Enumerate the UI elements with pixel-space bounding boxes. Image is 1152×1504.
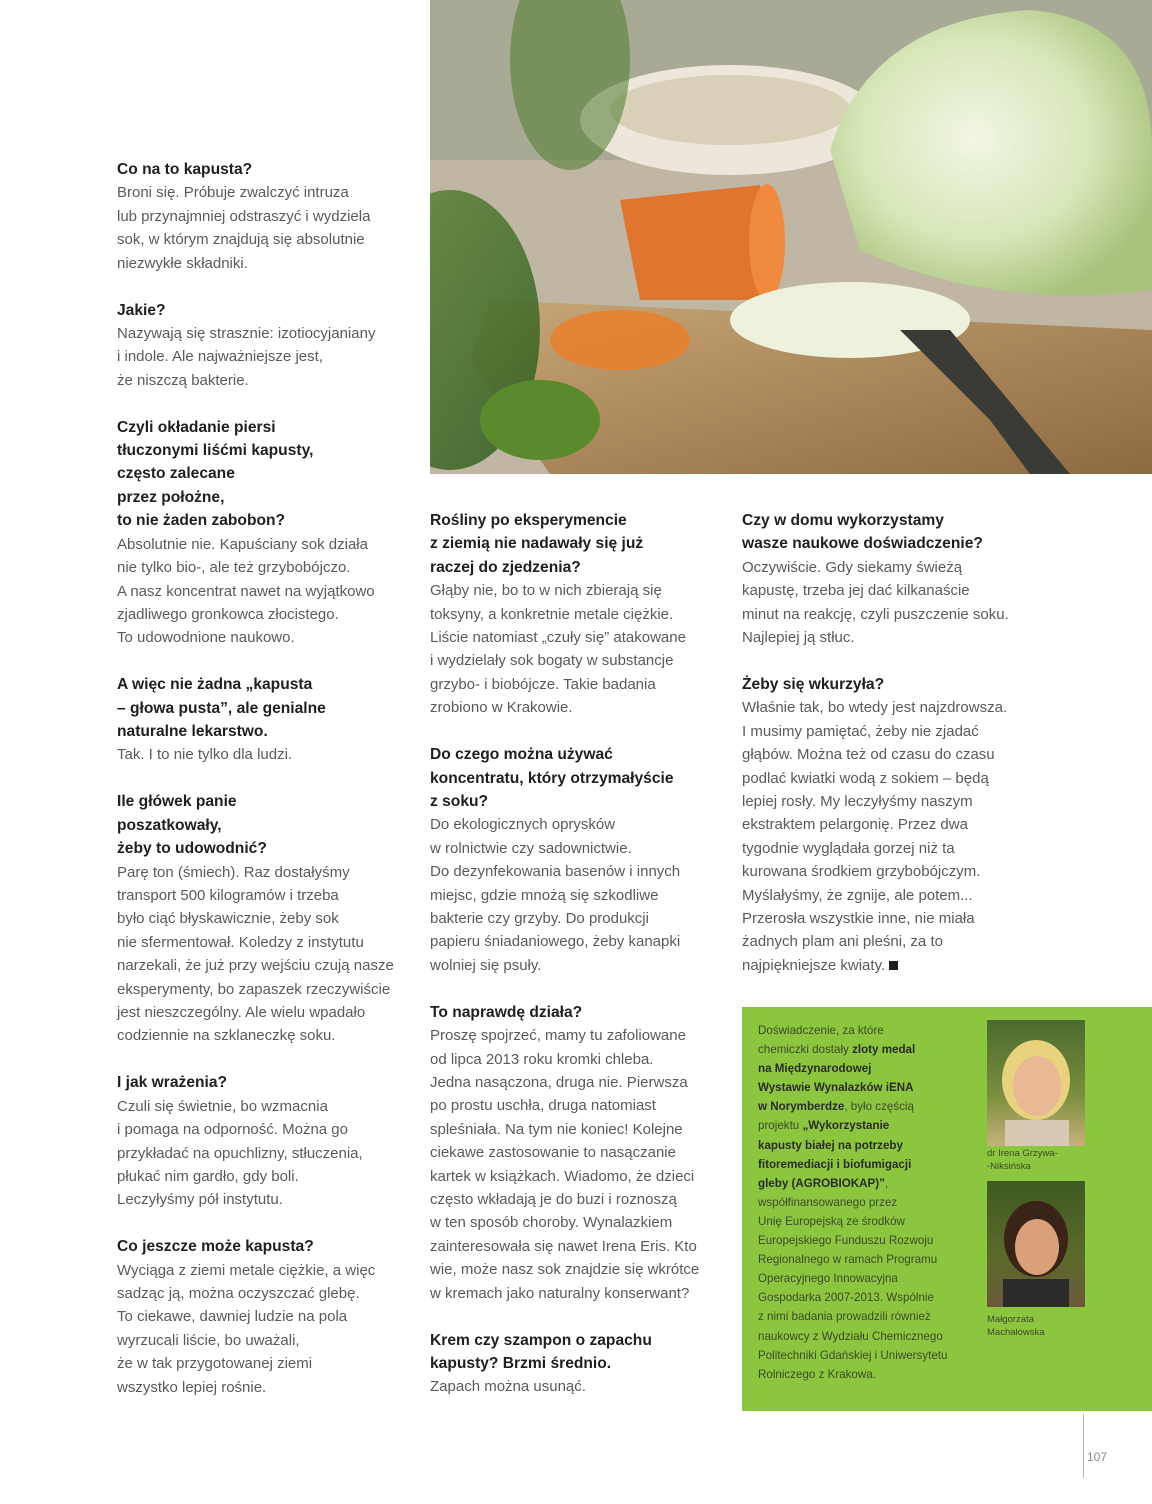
- portrait-caption-1: [987, 1147, 1097, 1173]
- info-box-line: Regionalnego w ramach Programu: [758, 1253, 938, 1267]
- info-box-line: projektu „Wykorzystanie: [758, 1119, 890, 1133]
- answer: [430, 813, 720, 977]
- answer-line: Właśnie tak, bo wtedy jest najzdrowsza.: [742, 699, 1008, 717]
- answer-line: wolniej się psuły.: [430, 956, 542, 974]
- question-line: poszatkowały,: [117, 816, 222, 834]
- answer-line: codziennie na szklaneczkę soku.: [117, 1027, 336, 1045]
- qa-block: [430, 1001, 720, 1305]
- answer-line: zjadliwego gronkowca złocistego.: [117, 605, 339, 623]
- question: [117, 158, 407, 181]
- question-line: Ile główek panie: [117, 793, 237, 811]
- portrait-photo-2: [987, 1181, 1085, 1307]
- answer-line: że w tak przygotowanej ziemi: [117, 1355, 313, 1373]
- answer-line: wszystko lepiej rośnie.: [117, 1378, 267, 1396]
- answer-line: nie sfermentował. Koledzy z instytutu: [117, 933, 364, 951]
- answer-line: Nazywają się strasznie: izotiocyjaniany: [117, 324, 376, 342]
- qa-block: [430, 743, 720, 977]
- question: [117, 790, 407, 860]
- info-box-line: Operacyjnego Innowacyjna: [758, 1272, 898, 1286]
- answer-line: Tak. I to nie tylko dla ludzi.: [117, 746, 293, 764]
- page-number: 107: [1087, 1450, 1108, 1464]
- question: [117, 299, 407, 322]
- answer-line: narzekali, że już przy wejściu czują nasze: [117, 957, 394, 975]
- answer-line: Do dezynfekowania basenów i innych: [430, 863, 681, 881]
- answer: [117, 861, 407, 1048]
- cabbage-photo: [430, 0, 1152, 474]
- qa-block: [742, 673, 1032, 977]
- answer-line: głąbów. Można też od czasu do czasu: [742, 746, 995, 764]
- question-line: kapusty? Brzmi średnio.: [430, 1354, 612, 1372]
- answer-line: było ciąć błyskawicznie, żeby sok: [117, 910, 339, 928]
- qa-block: [430, 509, 720, 720]
- answer-line: Głąby nie, bo to w nich zbierają się: [430, 582, 662, 600]
- qa-block: [117, 299, 407, 393]
- answer-line: To ciekawe, dawniej ludzie na pola: [117, 1308, 348, 1326]
- answer-line: Czuli się świetnie, bo wzmacnia: [117, 1097, 328, 1115]
- answer: [117, 181, 407, 275]
- answer-line: i pomaga na odporność. Można go: [117, 1121, 348, 1139]
- answer-line: transport 500 kilogramów i trzeba: [117, 886, 339, 904]
- question-line: przez położne,: [117, 488, 225, 506]
- qa-block: [117, 158, 407, 275]
- answer-line: Leczyłyśmy pół instytutu.: [117, 1191, 283, 1209]
- info-box-line: Politechniki Gdańskiej i Uniwersytetu: [758, 1348, 948, 1362]
- question-line: to nie żaden zabobon?: [117, 512, 286, 530]
- question-line: Jakie?: [117, 301, 166, 319]
- answer-line: sok, w którym znajdują się absolutnie: [117, 231, 365, 249]
- question: [430, 1001, 720, 1024]
- answer-line: Myślałyśmy, że zgnije, ale potem...: [742, 886, 973, 904]
- question-line: Do czego można używać: [430, 746, 613, 764]
- answer-line: w rolnictwie czy sadownictwie.: [430, 839, 632, 857]
- column-3: [742, 509, 1032, 1001]
- info-box-line: gleby (AGROBIOKAP)”,: [758, 1176, 889, 1190]
- info-box-line: Unię Europejską ze środków: [758, 1214, 905, 1228]
- qa-block: [117, 790, 407, 1047]
- answer-line: płukać nim gardło, gdy boli.: [117, 1167, 299, 1185]
- question-line: naturalne lekarstwo.: [117, 723, 268, 741]
- question-line: tłuczonymi liśćmi kapusty,: [117, 442, 314, 460]
- answer: [430, 1375, 720, 1398]
- question-line: często zalecane: [117, 465, 235, 483]
- info-box-line: Europejskiego Funduszu Rozwoju: [758, 1234, 934, 1248]
- answer-line: że niszczą bakterie.: [117, 371, 249, 389]
- question-line: I jak wrażenia?: [117, 1074, 228, 1092]
- question: [117, 673, 407, 743]
- caption-line: dr Irena Grzywa-: [987, 1148, 1058, 1159]
- answer-line: A nasz koncentrat nawet na wyjątkowo: [117, 582, 375, 600]
- answer-line: wie, może nasz sok znajdzie się wkrótce: [430, 1261, 700, 1279]
- question-line: Czy w domu wykorzystamy: [742, 512, 944, 529]
- info-box-line: chemiczki dostały zloty medal: [758, 1043, 916, 1057]
- info-box-line: kapusty białej na potrzeby: [758, 1138, 903, 1152]
- answer-line: Oczywiście. Gdy siekamy świeżą: [742, 558, 963, 576]
- qa-block: [117, 416, 407, 650]
- answer-line: kartek w książkach. Wiadomo, że dzieci: [430, 1167, 695, 1185]
- answer: [117, 1259, 407, 1399]
- answer-line: miejsc, gdzie mnożą się szkodliwe: [430, 886, 659, 904]
- answer-line: kapustę, trzeba jej dać kilkanaście: [742, 582, 970, 600]
- answer: [742, 696, 1032, 977]
- answer-line: jest nieszczególny. Ale wielu wpadało: [117, 1004, 366, 1021]
- column-1: [117, 158, 407, 1423]
- answer-line: od lipca 2013 roku kromki chleba.: [430, 1050, 654, 1068]
- answer-line: Wyciąga z ziemi metale ciężkie, a więc: [117, 1261, 376, 1279]
- answer-line: i wydzielały sok bogaty w substancje: [430, 652, 674, 670]
- question-line: Rośliny po eksperymencie: [430, 512, 627, 529]
- question: [117, 1071, 407, 1094]
- answer-line: tygodnie wyglądała gorzej niż ta: [742, 839, 955, 857]
- answer: [117, 743, 407, 766]
- answer-line: Liście natomiast „czuły się” atakowane: [430, 629, 686, 647]
- info-box-line: Wystawie Wynalazków iENA: [758, 1081, 914, 1095]
- answer-line: To udowodnione naukowo.: [117, 629, 295, 647]
- info-box-line: fitoremediacji i biofumigacji: [758, 1157, 912, 1171]
- info-box-line: Rolniczego z Krakowa.: [758, 1367, 876, 1381]
- qa-block: [117, 1235, 407, 1399]
- answer-line: ciekawe zastosowanie to nasączanie: [430, 1144, 676, 1162]
- question: [117, 416, 407, 533]
- answer-line: Parę ton (śmiech). Raz dostałyśmy: [117, 863, 350, 881]
- answer-line: Proszę spojrzeć, mamy tu zafoliowane: [430, 1027, 686, 1045]
- answer-line: w kremach jako naturalny konserwant?: [430, 1284, 690, 1302]
- question-line: żeby to udowodnić?: [117, 840, 267, 858]
- answer: [117, 533, 407, 650]
- answer-line: niezwykłe składniki.: [117, 254, 248, 272]
- answer: [742, 556, 1032, 650]
- question: [742, 673, 1032, 696]
- answer-line: Jedna nasączona, druga nie. Pierwsza: [430, 1073, 688, 1091]
- info-box-line: Gospodarka 2007-2013. Wspólnie: [758, 1291, 934, 1305]
- answer: [117, 322, 407, 392]
- answer-line: i indole. Ale najważniejsze jest,: [117, 348, 323, 366]
- question-line: A więc nie żadna „kapusta: [117, 676, 313, 694]
- portrait-photo-1: [987, 1020, 1085, 1146]
- answer-line: toksyny, a konkretnie metale ciężkie.: [430, 605, 674, 623]
- question: [430, 1329, 720, 1376]
- info-box: [742, 1007, 1152, 1411]
- page-number-rule: [1083, 1414, 1084, 1478]
- answer-line: wyrzucali liście, bo uważali,: [117, 1331, 300, 1349]
- question-line: raczej do zjedzenia?: [430, 558, 581, 576]
- question-line: z ziemią nie nadawały się już: [430, 535, 644, 553]
- qa-block: [117, 673, 407, 767]
- question-line: – głowa pusta”, ale genialne: [117, 699, 326, 717]
- answer-line: Absolutnie nie. Kapuściany sok działa: [117, 535, 368, 553]
- caption-line: Machałowska: [987, 1327, 1045, 1338]
- answer-line: nie tylko bio-, ale też grzybobójczo.: [117, 559, 351, 577]
- answer-line: sadząc ją, można oczyszczać glebę.: [117, 1285, 360, 1303]
- question-line: Krem czy szampon o zapachu: [430, 1331, 652, 1349]
- question-line: To naprawdę działa?: [430, 1003, 583, 1021]
- answer: [430, 579, 720, 719]
- answer-line: lepiej rosły. My leczyłyśmy naszym: [742, 792, 973, 810]
- answer-line: w ten sposób choroby. Wynalazkiem: [430, 1214, 673, 1232]
- answer-line: Broni się. Próbuje zwalczyć intruza: [117, 184, 349, 202]
- question-line: Czyli okładanie piersi: [117, 418, 276, 436]
- answer-line: podlać kwiatki wodą z sokiem – będą: [742, 769, 989, 787]
- answer-line: często wkładają je do buzi i roznoszą: [430, 1190, 677, 1208]
- answer-line: spleśniała. Na tym nie koniec! Kolejne: [430, 1120, 683, 1138]
- answer-line: Najlepiej ją stłuc.: [742, 629, 855, 647]
- answer-line: minut na reakcję, czyli puszczenie soku.: [742, 605, 1009, 623]
- qa-block: [117, 1071, 407, 1211]
- caption-line: Małgorzata: [987, 1314, 1034, 1325]
- question-line: koncentratu, który otrzymałyście: [430, 769, 674, 787]
- answer-line: eksperymenty, bo zapaszek rzeczywiście: [117, 980, 391, 998]
- info-box-text: [758, 1021, 973, 1384]
- answer: [117, 1095, 407, 1212]
- info-box-line: Doświadczenie, za które: [758, 1024, 884, 1037]
- answer-line: bakterie czy grzyby. Do produkcji: [430, 910, 649, 927]
- info-box-line: współfinansowanego przez: [758, 1195, 898, 1209]
- info-box-line: z nimi badania prowadzili również: [758, 1310, 931, 1324]
- answer-line: grzybo- i biobójcze. Takie badania: [430, 675, 656, 693]
- question: [117, 1235, 407, 1258]
- answer-line: Zapach można usunąć.: [430, 1378, 586, 1396]
- answer-line: Przerosła wszystkie inne, nie miała: [742, 910, 975, 927]
- info-box-line: w Norymberdze, było częścią: [758, 1100, 914, 1114]
- answer-line: ekstraktem pelargonię. Przez dwa: [742, 816, 968, 834]
- answer-line: zrobiono w Krakowie.: [430, 699, 573, 717]
- question-line: Żeby się wkurzyła?: [742, 675, 885, 693]
- answer-line: przykładać na opuchlizny, stłuczenia,: [117, 1144, 363, 1162]
- question-line: z soku?: [430, 792, 489, 810]
- qa-block: [430, 1329, 720, 1399]
- portrait-caption-2: [987, 1313, 1097, 1339]
- column-2: [430, 509, 720, 1422]
- info-box-line: naukowcy z Wydziału Chemicznego: [758, 1329, 943, 1343]
- question: [742, 509, 1032, 556]
- answer-line: po prostu uschła, druga natomiast: [430, 1097, 656, 1115]
- question-line: Co jeszcze może kapusta?: [117, 1238, 314, 1256]
- end-mark: [889, 961, 898, 970]
- answer-line: zainteresowała się nawet Irena Eris. Kto: [430, 1237, 697, 1255]
- answer-line: lub przynajmniej odstraszyć i wydziela: [117, 207, 371, 225]
- question: [430, 743, 720, 813]
- answer-line: żadnych plam ani pleśni, za to: [742, 933, 943, 951]
- answer-line: I musimy pamiętać, żeby nie zjadać: [742, 722, 979, 740]
- question-line: wasze naukowe doświadczenie?: [742, 535, 983, 553]
- answer-line: Do ekologicznych oprysków: [430, 816, 616, 834]
- caption-line: -Niksińska: [987, 1161, 1031, 1172]
- answer-line: najpiękniejsze kwiaty.: [742, 954, 1032, 977]
- question: [430, 509, 720, 579]
- question-line: Co na to kapusta?: [117, 161, 253, 178]
- answer: [430, 1024, 720, 1305]
- answer-line: papieru śniadaniowego, żeby kanapki: [430, 933, 681, 951]
- info-box-line: na Międzynarodowej: [758, 1062, 872, 1076]
- answer-line: kurowana środkiem grzybobójczym.: [742, 863, 981, 881]
- qa-block: [742, 509, 1032, 649]
